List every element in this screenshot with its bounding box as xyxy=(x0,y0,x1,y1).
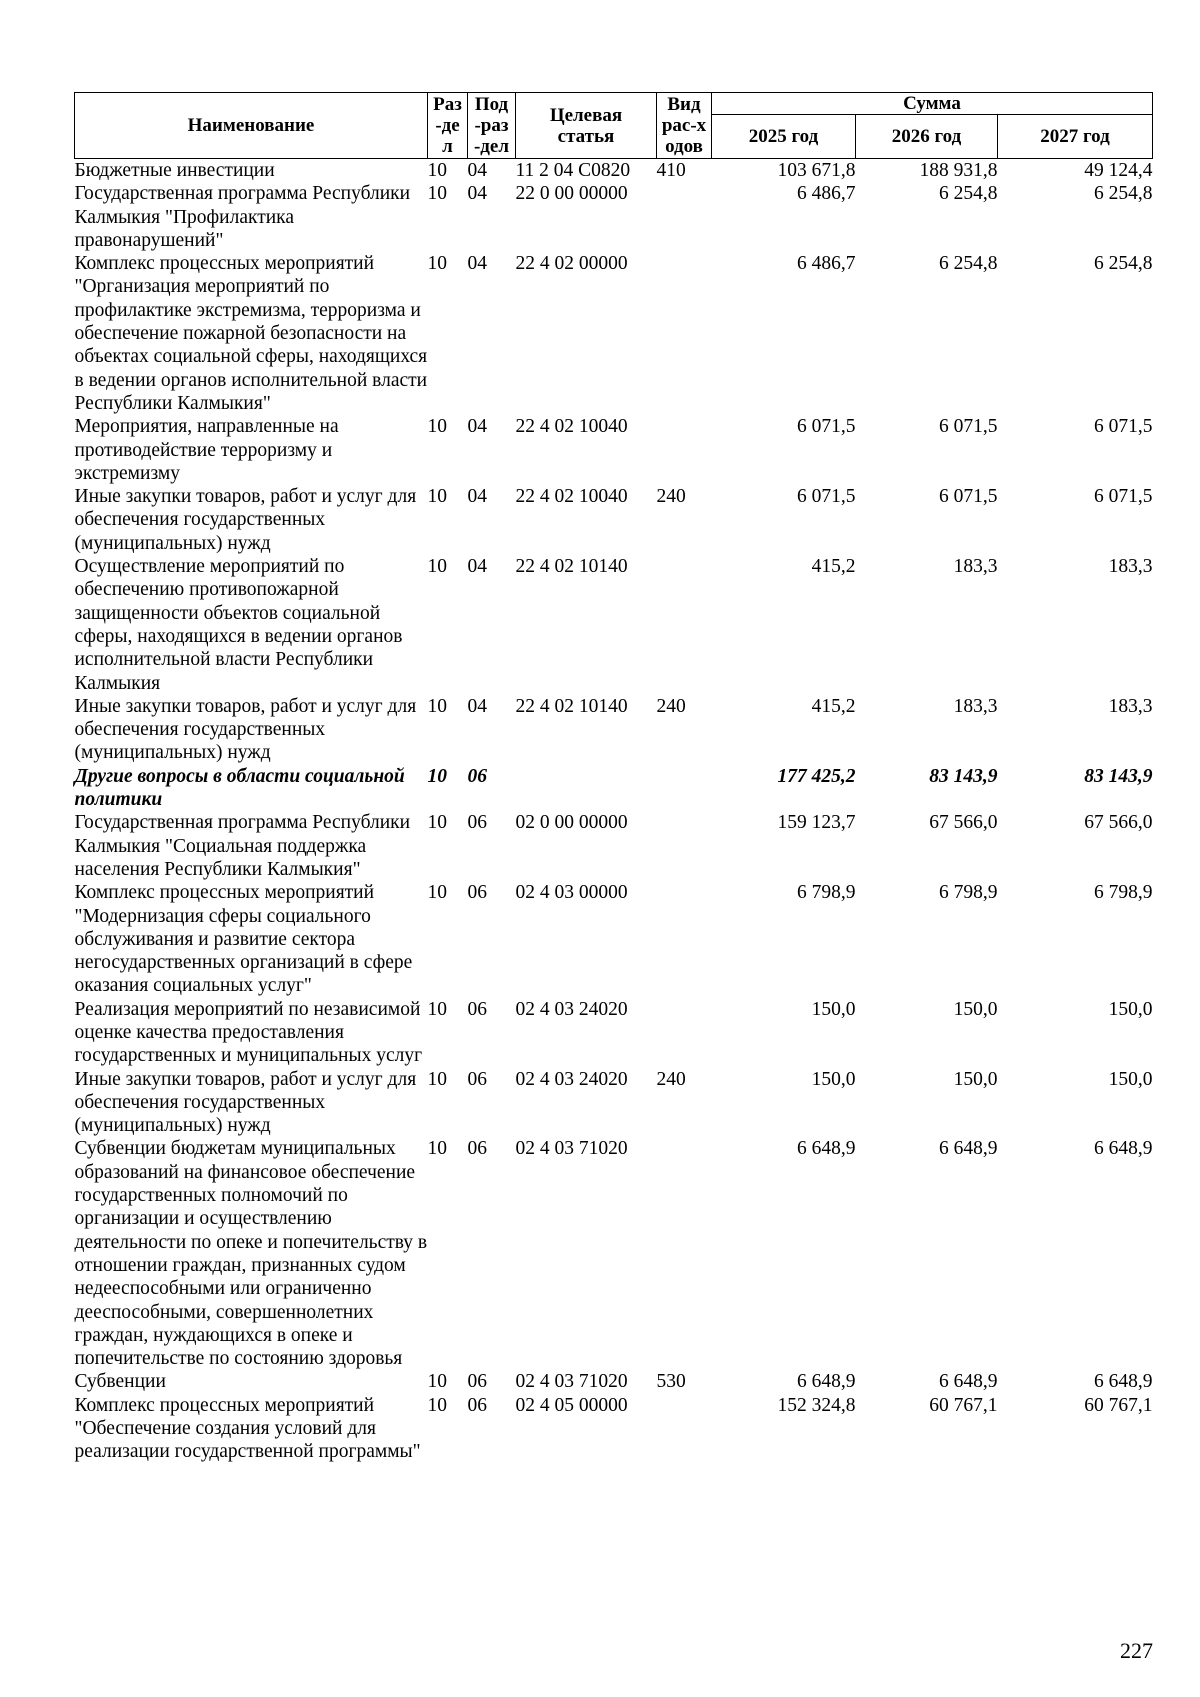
header-year-2026: 2026 год xyxy=(856,115,998,159)
header-vid-text: Вид рас-ходов xyxy=(661,94,707,157)
row-sum-2026: 183,3 xyxy=(953,695,998,717)
header-razdel xyxy=(428,93,468,159)
row-razdel: 10 xyxy=(427,160,447,181)
row-sum-2025: 6 486,7 xyxy=(797,253,856,275)
row-vid-rashodov xyxy=(657,881,712,997)
row-name: Субвенции бюджетам муниципальных образований на финансовое обеспечение государственных полномочий по организации и осуществлению деятельности по опеке и попечительству в отношении граждан, признанных судом недееспособными или ограниченно дееспособными, совершеннолетних граждан, нуждающихся в опеке и попечительстве по состоянию здоровья xyxy=(74,1138,428,1370)
row-podrazdel: 06 xyxy=(467,998,487,1020)
table-row xyxy=(75,485,1153,555)
row-celevaya-statya: 22 0 00 00000 xyxy=(515,183,628,205)
row-name: Мероприятия, направленные на противодействие терроризму и экстремизму xyxy=(74,416,339,484)
table-row xyxy=(75,182,1153,252)
row-podrazdel: 04 xyxy=(467,183,487,205)
header-vid-rashodov xyxy=(657,93,712,159)
row-name: Государственная программа Республики Калмыкия "Профилактика правонарушений" xyxy=(74,183,411,251)
row-sum-2025: 159 123,7 xyxy=(777,812,856,834)
row-razdel: 10 xyxy=(427,1371,447,1393)
row-razdel: 10 xyxy=(427,1394,447,1416)
row-name: Осуществление мероприятий по обеспечению противопожарной защищенности объектов социальной сферы, находящихся в ведении органов исполнительной власти Республики Калмыкия xyxy=(74,556,403,694)
row-celevaya-statya: 11 2 04 С0820 xyxy=(515,160,631,181)
row-podrazdel: 04 xyxy=(467,253,487,275)
row-name: Бюджетные инвестиции xyxy=(74,160,275,181)
table-row xyxy=(75,765,1153,812)
row-sum-2025: 150,0 xyxy=(811,998,856,1020)
row-sum-2026: 6 071,5 xyxy=(939,416,998,438)
row-sum-2025: 6 648,9 xyxy=(797,1138,856,1160)
row-sum-2026: 6 254,8 xyxy=(939,183,998,205)
table-row xyxy=(75,811,1153,881)
row-sum-2027: 6 071,5 xyxy=(1094,486,1153,508)
row-sum-2027: 6 798,9 xyxy=(1094,882,1153,904)
row-podrazdel: 06 xyxy=(467,1138,487,1160)
header-year-2025: 2025 год xyxy=(712,115,856,159)
row-sum-2026: 150,0 xyxy=(953,1068,998,1090)
row-podrazdel: 06 xyxy=(467,812,487,834)
row-razdel: 10 xyxy=(427,556,447,578)
row-vid-rashodov xyxy=(657,998,712,1068)
row-celevaya-statya: 02 4 03 24020 xyxy=(515,998,628,1020)
row-sum-2027: 6 254,8 xyxy=(1094,183,1153,205)
header-celevaya-statya xyxy=(516,93,657,159)
row-podrazdel: 04 xyxy=(467,160,487,181)
row-podrazdel: 04 xyxy=(467,556,487,578)
row-name: Иные закупки товаров, работ и услуг для обеспечения государственных (муниципальных) нужд xyxy=(74,695,417,764)
row-sum-2025: 177 425,2 xyxy=(777,765,856,787)
row-sum-2025: 152 324,8 xyxy=(777,1394,856,1416)
row-sum-2026: 60 767,1 xyxy=(929,1394,998,1416)
row-celevaya-statya: 22 4 02 10140 xyxy=(515,695,628,717)
row-vid-rashodov: 240 xyxy=(656,486,686,508)
row-vid-rashodov xyxy=(657,182,712,252)
row-sum-2025: 6 648,9 xyxy=(797,1371,856,1393)
row-sum-2027: 150,0 xyxy=(1108,1068,1153,1090)
row-sum-2027: 150,0 xyxy=(1108,998,1153,1020)
row-podrazdel: 06 xyxy=(467,1394,487,1416)
row-name: Субвенции xyxy=(74,1371,166,1393)
row-vid-rashodov: 240 xyxy=(656,695,686,717)
row-vid-rashodov xyxy=(657,1394,712,1464)
row-sum-2025: 415,2 xyxy=(811,695,856,717)
row-sum-2026: 183,3 xyxy=(953,556,998,578)
row-name: Иные закупки товаров, работ и услуг для обеспечения государственных (муниципальных) нужд xyxy=(74,1068,417,1137)
row-podrazdel: 04 xyxy=(467,695,487,717)
row-razdel: 10 xyxy=(427,812,447,834)
row-vid-rashodov: 410 xyxy=(656,160,686,181)
row-name: Другие вопросы в области социальной политики xyxy=(74,765,405,811)
row-razdel: 10 xyxy=(427,695,447,717)
header-razdel-text: Раз-дел xyxy=(433,94,462,157)
row-celevaya-statya: 22 4 02 10040 xyxy=(515,486,628,508)
row-razdel: 10 xyxy=(427,1068,447,1090)
row-sum-2027: 6 648,9 xyxy=(1094,1138,1153,1160)
row-sum-2026: 67 566,0 xyxy=(929,812,998,834)
row-vid-rashodov: 240 xyxy=(656,1068,686,1090)
row-sum-2025: 6 486,7 xyxy=(797,183,856,205)
row-celevaya-statya: 02 4 03 71020 xyxy=(515,1138,628,1160)
budget-table xyxy=(74,92,1153,1464)
row-sum-2026: 150,0 xyxy=(953,998,998,1020)
row-sum-2026: 83 143,9 xyxy=(929,765,998,787)
table-body xyxy=(75,159,1153,1464)
row-podrazdel: 06 xyxy=(467,1371,487,1393)
row-celevaya-statya: 02 0 00 00000 xyxy=(515,812,628,834)
row-sum-2027: 83 143,9 xyxy=(1084,765,1153,787)
row-vid-rashodov xyxy=(657,811,712,881)
header-celevaya-text: Целевая статья xyxy=(549,104,623,147)
row-razdel: 10 xyxy=(427,486,447,508)
row-sum-2027: 6 254,8 xyxy=(1094,253,1153,275)
row-sum-2025: 6 798,9 xyxy=(797,882,856,904)
header-podrazdel-text: Под-раз-дел xyxy=(473,94,510,157)
row-razdel: 10 xyxy=(427,998,447,1020)
row-sum-2027: 6 071,5 xyxy=(1094,416,1153,438)
row-sum-2027: 6 648,9 xyxy=(1094,1371,1153,1393)
page-number: 227 xyxy=(1120,1638,1153,1663)
row-sum-2025: 103 671,8 xyxy=(777,160,856,181)
table-row xyxy=(75,1137,1153,1370)
row-vid-rashodov xyxy=(657,1137,712,1370)
table-row xyxy=(75,695,1153,765)
header-name: Наименование xyxy=(75,93,428,159)
row-celevaya-statya: 02 4 03 00000 xyxy=(515,882,628,904)
row-vid-rashodov xyxy=(657,765,712,812)
row-sum-2025: 6 071,5 xyxy=(797,416,856,438)
row-vid-rashodov xyxy=(657,415,712,485)
table-row xyxy=(75,1068,1153,1138)
row-vid-rashodov: 530 xyxy=(656,1371,686,1393)
table-row xyxy=(75,881,1153,997)
table-header xyxy=(75,93,1153,159)
table-row xyxy=(75,998,1153,1068)
row-podrazdel: 06 xyxy=(467,765,487,787)
table-row xyxy=(75,252,1153,415)
document-page xyxy=(74,92,1152,1464)
row-name: Комплекс процессных мероприятий "Организация мероприятий по профилактике экстремизма, терроризма и обеспечение пожарной безопасности на объектах социальной сферы, находящихся в ведении органов исполнительной власти Республики Калмыкия" xyxy=(74,253,428,414)
row-sum-2027: 183,3 xyxy=(1108,695,1153,717)
row-name: Реализация мероприятий по независимой оценке качества предоставления государственных и муниципальных услуг xyxy=(74,998,423,1067)
row-vid-rashodov xyxy=(657,252,712,415)
row-razdel: 10 xyxy=(427,183,447,205)
row-sum-2026: 6 648,9 xyxy=(939,1371,998,1393)
header-summa: Сумма xyxy=(712,93,1153,115)
header-year-2027: 2027 год xyxy=(998,115,1153,159)
row-sum-2027: 60 767,1 xyxy=(1084,1394,1153,1416)
row-podrazdel: 04 xyxy=(467,486,487,508)
row-sum-2026: 6 071,5 xyxy=(939,486,998,508)
row-name: Иные закупки товаров, работ и услуг для обеспечения государственных (муниципальных) нужд xyxy=(74,486,417,554)
row-sum-2027: 49 124,4 xyxy=(1084,160,1153,181)
row-sum-2027: 183,3 xyxy=(1108,556,1153,578)
row-razdel: 10 xyxy=(427,765,447,787)
row-podrazdel: 04 xyxy=(467,416,487,438)
row-razdel: 10 xyxy=(427,253,447,275)
row-celevaya-statya: 22 4 02 00000 xyxy=(515,253,628,275)
row-celevaya-statya: 02 4 03 24020 xyxy=(515,1068,628,1090)
row-sum-2025: 415,2 xyxy=(811,556,856,578)
row-celevaya-statya xyxy=(516,765,657,812)
row-sum-2026: 6 648,9 xyxy=(939,1138,998,1160)
table-row xyxy=(75,1394,1153,1464)
table-row xyxy=(75,415,1153,485)
row-sum-2025: 6 071,5 xyxy=(797,486,856,508)
row-sum-2026: 188 931,8 xyxy=(919,160,998,181)
row-razdel: 10 xyxy=(427,416,447,438)
row-name: Комплекс процессных мероприятий "Модернизация сферы социального обслуживания и развитие сектора негосударственных организаций в сфере оказания социальных услуг" xyxy=(74,882,413,997)
header-podrazdel xyxy=(468,93,516,159)
row-sum-2027: 67 566,0 xyxy=(1084,812,1153,834)
table-row xyxy=(75,159,1153,183)
row-razdel: 10 xyxy=(427,1138,447,1160)
row-razdel: 10 xyxy=(427,882,447,904)
row-celevaya-statya: 22 4 02 10140 xyxy=(515,556,628,578)
row-celevaya-statya: 02 4 05 00000 xyxy=(515,1394,628,1416)
row-podrazdel: 06 xyxy=(467,1068,487,1090)
row-sum-2026: 6 798,9 xyxy=(939,882,998,904)
row-celevaya-statya: 22 4 02 10040 xyxy=(515,416,628,438)
table-row xyxy=(75,555,1153,695)
row-podrazdel: 06 xyxy=(467,882,487,904)
row-sum-2025: 150,0 xyxy=(811,1068,856,1090)
row-celevaya-statya: 02 4 03 71020 xyxy=(515,1371,628,1393)
row-sum-2026: 6 254,8 xyxy=(939,253,998,275)
row-vid-rashodov xyxy=(657,555,712,695)
row-name: Государственная программа Республики Калмыкия "Социальная поддержка населения Республики Калмыкия" xyxy=(74,812,411,880)
row-name: Комплекс процессных мероприятий "Обеспечение создания условий для реализации государственной программы" xyxy=(74,1394,421,1463)
table-row xyxy=(75,1370,1153,1393)
